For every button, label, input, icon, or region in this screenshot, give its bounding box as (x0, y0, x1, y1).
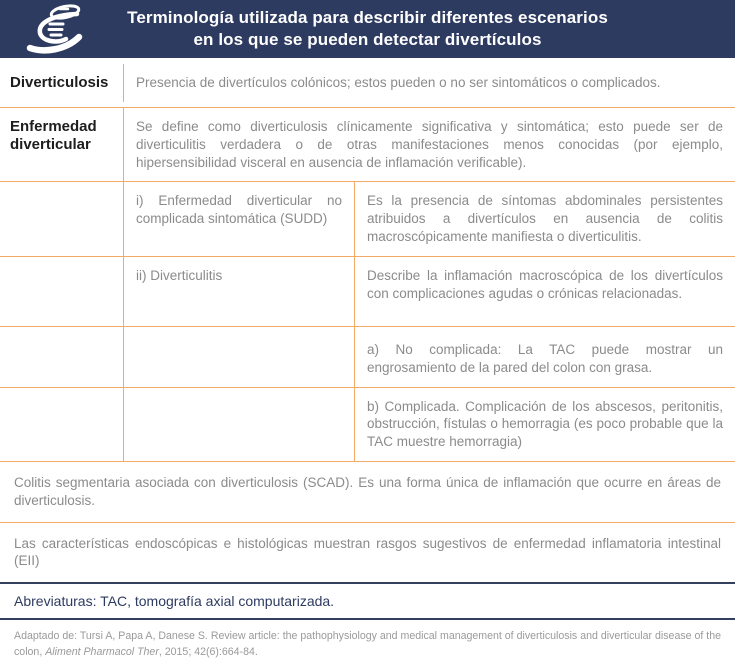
source-citation (0, 620, 735, 661)
page-title-line1: Terminología utilizada para describir diferentes escenarios (127, 7, 608, 27)
table-row-diverticulosis (0, 58, 735, 108)
citation-journal: Aliment Pharmacol Ther (45, 646, 159, 659)
definition-diverticulosis: Presencia de divertículos colónicos; estos pueden o no ser sintomáticos o complicados. (136, 74, 661, 90)
table-row-enfermedad-diverticular (0, 108, 735, 182)
term-diverticulosis: Diverticulosis (0, 64, 124, 102)
abbreviations-band (0, 582, 735, 620)
sigmoid-colon-logo-icon (16, 1, 98, 57)
term-enfermedad-diverticular: Enfermedad diverticular (0, 108, 124, 181)
page-title-line2: en los que se pueden detectar divertículos (193, 30, 542, 49)
definition-no-complicada: a) No complicada: La TAC puede mostrar un engrosamiento de la pared del colon con grasa. (367, 341, 723, 375)
empty-cell (0, 257, 124, 326)
table-row-sudd (0, 182, 735, 256)
table-row-no-complicada (0, 327, 735, 388)
eii-text: Las características endoscópicas e histológicas muestran rasgos sugestivos de enfermedad inflamatoria intestinal (EII) (14, 535, 721, 569)
definition-sudd: Es la presencia de síntomas abdominales persistentes atribuidos a divertículos en ausencia de colitis macroscópicamente manifiesta o diverticulitis. (367, 193, 723, 245)
table-row-eii (0, 523, 735, 583)
scad-text: Colitis segmentaria asociada con diverticulosis (SCAD). Es una forma única de inflamación que ocurre en áreas de diverticulosis. (14, 474, 721, 508)
empty-cell (124, 327, 355, 387)
label-sudd: i) Enfermedad diverticular no complicada sintomática (SUDD) (124, 182, 355, 255)
label-diverticulitis: ii) Diverticulitis (124, 257, 355, 326)
definition-complicada: b) Complicada. Complicación de los abscesos, peritonitis, obstrucción, fístulas o hemorragia (es poco probable que la TAC muestre hemorragia) (367, 398, 723, 450)
citation-suffix: , 2015; 42(6):664-84. (158, 646, 258, 659)
definition-diverticulitis: Describe la inflamación macroscópica de los divertículos con complicaciones agudas o crónicas relacionadas. (367, 267, 723, 301)
table-row-complicada (0, 388, 735, 462)
table-row-diverticulitis (0, 257, 735, 327)
page-title (127, 7, 608, 52)
empty-cell (0, 182, 124, 255)
empty-cell (0, 388, 124, 461)
terminology-table (0, 58, 735, 582)
header-bar (0, 0, 735, 58)
table-row-scad (0, 462, 735, 523)
definition-enfermedad-diverticular: Se define como diverticulosis clínicamente significativa y sintomática; esto puede ser de diverticulitis verdadera o de otras manifestaciones menos conocidas (por ejemplo, hipersensibilidad visceral en ausencia de inflamación verificable). (136, 119, 723, 170)
abbreviations-text: Abreviaturas: TAC, tomografía axial computarizada. (14, 593, 335, 610)
empty-cell (124, 388, 355, 461)
empty-cell (0, 327, 124, 387)
citation-prefix: Adaptado de: Tursi A, Papa A, Danese S. Review article: the pathophysiology and medical management of diverticulosis and diverticular disease of the colon, (14, 630, 721, 659)
